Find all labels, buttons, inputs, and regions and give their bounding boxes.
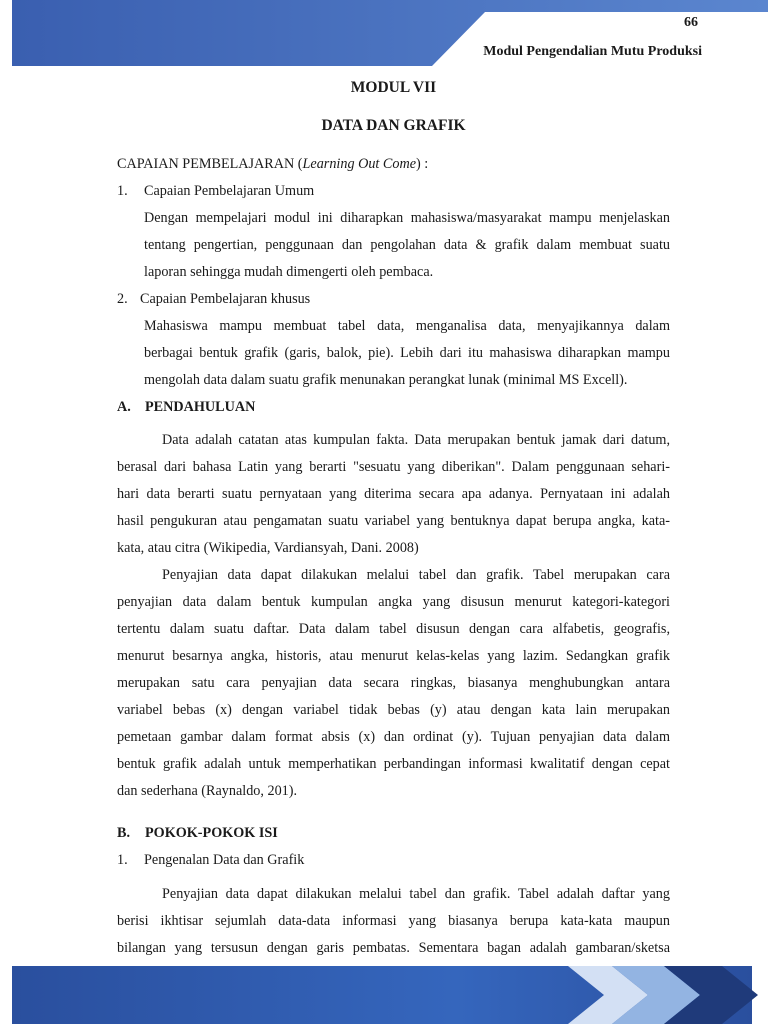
outcome-specific-line: Mahasiswa mampu membuat tabel data, menganalisa data, menyajikannya dalam <box>144 318 670 334</box>
paragraph-line: bilangan yang tersusun dengan garis pembatas. Sementara bagan adalah gambaran/sketsa <box>117 940 670 956</box>
paragraph-line: hari data berarti suatu pernyataan yang diterima secara apa adanya. Pernyataan ini adalah <box>117 486 670 502</box>
page-number: 66 <box>684 15 698 30</box>
outcome-general-heading: 1. Capaian Pembelajaran Umum <box>117 183 315 199</box>
outcome-specific-heading: 2. Capaian Pembelajaran khusus <box>117 291 311 307</box>
paragraph-line: dan sederhana (Raynaldo, 201). <box>117 783 298 799</box>
paragraph-line: berisi ikhtisar sejumlah data-data informasi yang biasanya berupa kata-kata maupun <box>117 913 670 929</box>
section-a-heading: A. PENDAHULUAN <box>117 399 256 415</box>
paragraph-line: Penyajian data dapat dilakukan melalui tabel dan grafik. Tabel merupakan cara <box>162 567 670 583</box>
section-b-heading: B. POKOK-POKOK ISI <box>117 825 278 841</box>
paragraph-line: tertentu dalam suatu daftar. Data dalam tabel disusun dengan cara alfabetis, geografis, <box>117 621 670 637</box>
paragraph-line: berasal dari bahasa Latin yang berarti "sesuatu yang diberikan". Dalam penggunaan sehari- <box>117 459 670 475</box>
paragraph-line: penyajian data dalam bentuk kumpulan angka yang disusun menurut kategori-kategori <box>117 594 670 610</box>
outcome-general-line: laporan sehingga mudah dimengerti oleh pembaca. <box>144 264 434 280</box>
outcome-general-line: tentang pengertian, penggunaan dan pengolahan data & grafik dalam membuat suatu <box>144 237 670 253</box>
outcome-specific-line: berbagai bentuk grafik (garis, balok, pie). Lebih dari itu mahasiswa diharapkan mampu <box>144 345 670 361</box>
paragraph-line: pemetaan gambar dalam format absis (x) dan ordinat (y). Tujuan penyajian data dalam <box>117 729 670 745</box>
paragraph-line: Penyajian data dapat dilakukan melalui tabel dan grafik. Tabel adalah daftar yang <box>162 886 670 902</box>
outcomes-label: CAPAIAN PEMBELAJARAN (Learning Out Come) : <box>117 156 429 172</box>
outcome-specific-line: mengolah data dalam suatu grafik menunakan perangkat lunak (minimal MS Excell). <box>144 372 628 388</box>
paragraph-line: merupakan satu cara penyajian data secara ringkas, biasanya menghubungkan antara <box>117 675 670 691</box>
module-title: MODUL VII <box>350 79 437 96</box>
outcome-general-line: Dengan mempelajari modul ini diharapkan mahasiswa/masyarakat mampu menjelaskan <box>144 210 670 226</box>
paragraph-line: variabel bebas (x) dengan variabel tidak bebas (y) atau dengan kata lain merupakan <box>117 702 670 718</box>
paragraph-line: Data adalah catatan atas kumpulan fakta. Data merupakan bentuk jamak dari datum, <box>162 432 670 448</box>
paragraph-line: menurut besarnya angka, historis, atau menurut kelas-kelas yang lazim. Sedangkan grafik <box>117 648 670 664</box>
paragraph-line: kata, atau citra (Wikipedia, Vardiansyah, Dani. 2008) <box>117 540 419 556</box>
subsection-heading: 1. Pengenalan Data dan Grafik <box>117 852 305 868</box>
paragraph-line: hasil pengukuran atau pengamatan suatu variabel yang bentuknya dapat berupa angka, kata- <box>117 513 670 529</box>
footer-band <box>0 960 768 1024</box>
paragraph-line: bentuk grafik adalah untuk memperhatikan perbandingan informasi kwalitatif dengan cepat <box>117 756 670 772</box>
module-topic: DATA DAN GRAFIK <box>321 117 466 134</box>
running-title: Modul Pengendalian Mutu Produksi <box>483 44 702 59</box>
